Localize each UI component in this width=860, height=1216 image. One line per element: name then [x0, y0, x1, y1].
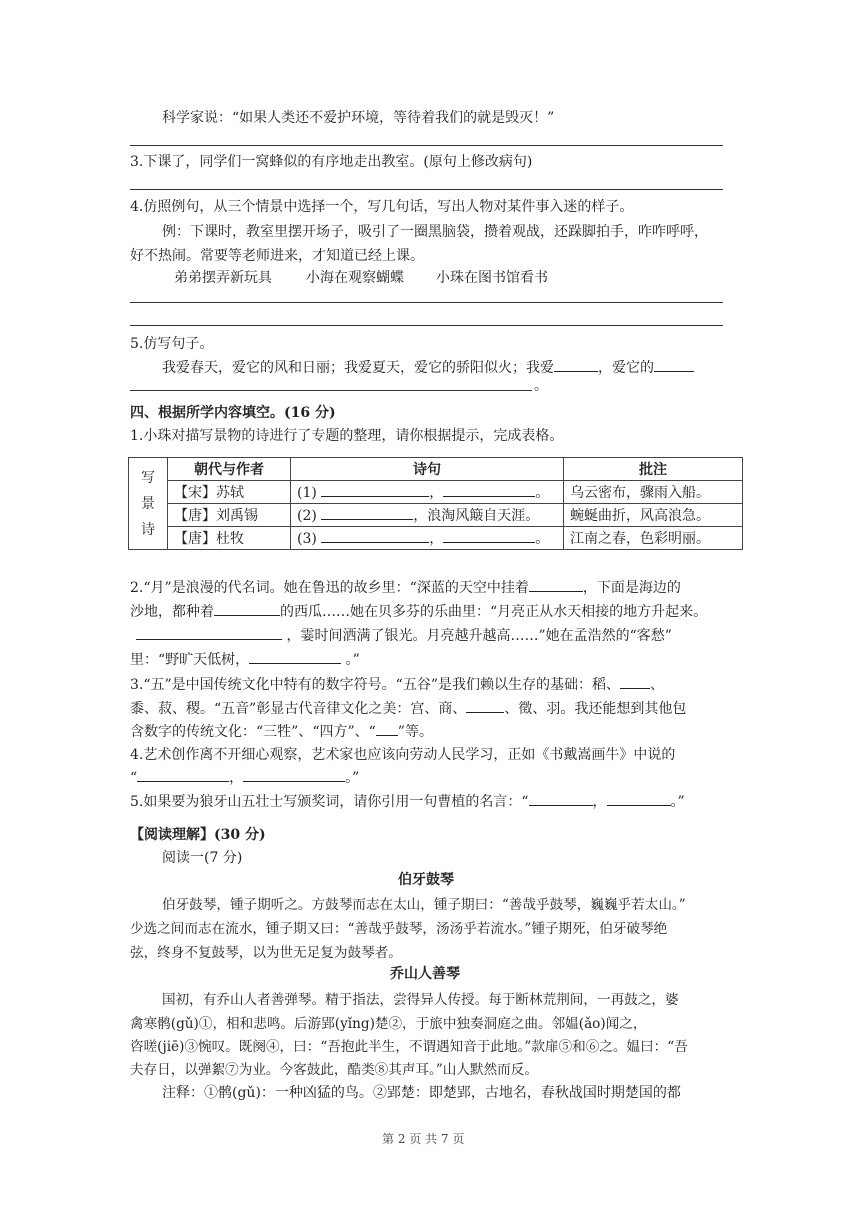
side-label: 写 景 诗	[129, 458, 168, 550]
blank[interactable]	[620, 674, 650, 689]
q5-text-b: ，爱它的	[598, 360, 654, 376]
poem-cell: (3) ， 。	[291, 527, 564, 550]
answer-line[interactable]	[130, 145, 723, 146]
blank[interactable]	[321, 482, 429, 497]
blank[interactable]	[243, 767, 345, 782]
author-cell: 【唐】杜牧	[168, 527, 291, 550]
q2-line-3: ，霎时间洒满了银光。月亮越升越高……”她在孟浩然的“客愁”	[136, 625, 672, 645]
blank[interactable]	[529, 791, 593, 806]
header-author: 朝代与作者	[168, 458, 291, 481]
q2-line-2: 沙地，都种着 的西瓜……她在贝多芬的乐曲里：“月亮正从水天相接的地方升起来。	[130, 601, 707, 621]
header-poem: 诗句	[291, 458, 564, 481]
scenario-option-2: 小海在观察蝴蝶	[306, 270, 404, 286]
q3-line-2: 黍、菽、稷。“五音”彰显古代音律文化之美：宫、商、 、徵、羽。我还能想到其他包	[130, 698, 686, 718]
note-cell: 乌云密布，骤雨入船。	[564, 481, 743, 504]
scenario-option-3: 小珠在图书馆看书	[436, 270, 548, 286]
passage-2-text: 国初，有乔山人者善弹琴。精于指法，尝得异人传授。每于断林荒荆间，一再鼓之，婆	[162, 992, 679, 1008]
passage-2-text: 禽寒鹘(gǔ)①，相和悲鸣。后游郢(yǐng)楚②，于旅中独奏洞庭之曲。邻媪(ǎo)闻之，	[130, 1016, 647, 1032]
author-cell: 【宋】苏轼	[168, 481, 291, 504]
reading-sub: 阅读一(7 分)	[162, 850, 243, 866]
q5-text-a: 我爱春天，爱它的风和日丽；我爱夏天，爱它的骄阳似火；我爱	[162, 360, 554, 376]
blank[interactable]	[607, 791, 671, 806]
passage-2-text: 咨嗟(jiē)③惋叹。既阕④，曰：“吾抱此半生，不谓遇知音于此地。”款扉⑤和⑥之。媪曰：“吾	[130, 1039, 688, 1055]
q4-line-1: 4.艺术创作离不开细心观察，艺术家也应该向劳动人民学习，正如《书戴嵩画牛》中说的	[130, 747, 676, 763]
note-cell: 江南之春，色彩明丽。	[564, 527, 743, 550]
passage-1-text: 弦，终身不复鼓琴，以为世无足复为鼓琴者。	[130, 945, 402, 961]
question-4-title: 4.仿照例句，从三个情景中选择一个，写几句话，写出人物对某件事入迷的样子。	[130, 199, 634, 215]
question-4-example: 例：下课时，教室里摆开场子，吸引了一圈黑脑袋，攒着观战，还跺脚拍手，咋咋呼呼，	[162, 224, 708, 240]
question-3: 3.下课了，同学们一窝蜂似的有序地走出教室。(原句上修改病句)	[130, 154, 533, 170]
blank[interactable]	[554, 357, 598, 372]
passage-2-text: 夫存日，以弹絮⑦为业。今客鼓此，酷类⑧其声耳。”山人默然而反。	[130, 1062, 538, 1078]
passage-1-title: 伯牙鼓琴	[398, 872, 454, 888]
annotation-note: 注释：①鹘(gǔ)：一种凶猛的鸟。②郢楚：即楚郢，古地名，春秋战国时期楚国的都	[162, 1085, 681, 1101]
table-row	[129, 504, 743, 527]
blank[interactable]	[443, 528, 535, 543]
answer-line[interactable]	[130, 189, 723, 190]
answer-line[interactable]	[130, 390, 532, 391]
q3-line-3: 含数字的传统文化：“三牲”、“四方”、“ ”等。	[130, 721, 433, 741]
answer-line[interactable]	[130, 302, 723, 303]
scenario-option-1: 弟弟摆弄新玩具	[174, 270, 272, 286]
blank[interactable]	[529, 577, 583, 592]
question-5-title: 5.仿写句子。	[130, 336, 214, 352]
blank[interactable]	[321, 528, 429, 543]
answer-line[interactable]	[130, 325, 723, 326]
author-cell: 【唐】刘禹锡	[168, 504, 291, 527]
poem-cell: (1) ， 。	[291, 481, 564, 504]
table-row	[129, 527, 743, 550]
blank[interactable]	[376, 721, 398, 736]
poem-table	[128, 457, 743, 550]
q2-line-1: 2.“月”是浪漫的代名词。她在鲁迅的故乡里：“深蓝的天空中挂着 ，下面是海边的	[130, 577, 681, 597]
q5-end: 。	[534, 378, 548, 394]
section-4-q1: 1.小珠对描写景物的诗进行了专题的整理，请你根据提示，完成表格。	[130, 428, 564, 444]
blank[interactable]	[137, 767, 229, 782]
passage-2-title: 乔山人善琴	[390, 966, 460, 982]
section-4-title: 四、根据所学内容填空。(16 分)	[130, 405, 336, 421]
header-note: 批注	[564, 458, 743, 481]
blank[interactable]	[654, 357, 694, 372]
blank[interactable]	[249, 649, 341, 664]
table-row	[129, 481, 743, 504]
blank[interactable]	[214, 601, 280, 616]
page-footer: 第 2 页 共 7 页	[382, 1132, 465, 1146]
blank[interactable]	[321, 505, 413, 520]
blank[interactable]	[443, 482, 535, 497]
question-4-example-cont: 好不热闹。常要等老师进来，才知道已经上课。	[130, 248, 424, 264]
blank[interactable]	[136, 625, 282, 640]
passage-1-text: 少选之间而志在流水，锺子期又曰：“善哉乎鼓琴，汤汤乎若流水。”锺子期死，伯牙破琴绝	[130, 921, 668, 937]
scientist-quote: 科学家说：“如果人类还不爱护环境，等待着我们的就是毁灭！”	[162, 110, 555, 126]
q4-line-2: “ ， 。”	[130, 767, 359, 787]
note-cell: 蜿蜒曲折，风高浪急。	[564, 504, 743, 527]
blank[interactable]	[466, 698, 504, 713]
q5-quote: 5.如果要为狼牙山五壮士写颁奖词，请你引用一句曹植的名言：“ ， 。”	[130, 791, 685, 811]
poem-cell: (2) ，浪淘风簸自天涯。	[291, 504, 564, 527]
q2-line-4: 里：“野旷天低树， 。”	[130, 649, 360, 669]
reading-title: 【阅读理解】(30 分)	[130, 827, 266, 843]
q3-line-1: 3.“五”是中国传统文化中特有的数字符号。“五谷”是我们赖以生存的基础：稻、 、	[130, 674, 664, 694]
question-5-text	[162, 357, 694, 377]
passage-1-text: 伯牙鼓琴，锺子期听之。方鼓琴而志在太山，锺子期曰：“善哉乎鼓琴，巍巍乎若太山。”	[162, 897, 686, 913]
